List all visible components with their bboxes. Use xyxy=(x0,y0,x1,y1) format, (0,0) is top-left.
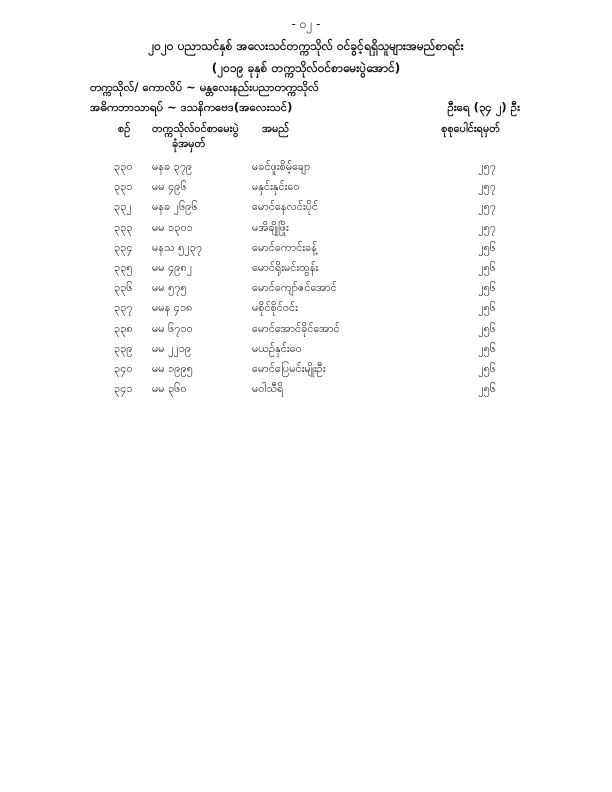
total-marks: ၂၅၇ xyxy=(478,220,496,234)
header-roll-number-line2: ခုံအမှတ် xyxy=(172,137,206,150)
header-total-marks: စုစုပေါင်းရမှတ် xyxy=(441,122,500,135)
page-number: - ၀၂ - xyxy=(291,17,321,31)
row-number: ၃၃၇ xyxy=(114,301,133,315)
total-marks: ၂၅၆ xyxy=(478,362,496,375)
student-name: မောင်ရိုးမင်းထွန်း xyxy=(252,261,319,274)
table-row xyxy=(0,342,612,362)
student-name: မခင်ဖူးစိမ့်ချော xyxy=(252,160,311,173)
table-row xyxy=(0,241,612,261)
student-name: မောင်နေလင်းပိုင် xyxy=(252,200,319,214)
student-name: မနှင်းနှင်းဝေ xyxy=(252,180,300,194)
table-row xyxy=(0,160,612,180)
student-name: မောင်ကောင်းခန့် xyxy=(252,240,317,254)
roll-number: မမ ၄၉၆ xyxy=(152,180,187,194)
student-name: မဝါသီရိ xyxy=(252,382,284,396)
row-number: ၃၄၀ xyxy=(114,362,133,375)
header-name: အမည် xyxy=(262,122,290,135)
roll-number: မမ ၅၇၅ xyxy=(152,281,187,295)
roll-number: မမ ၆၇၁၀ xyxy=(152,321,193,335)
student-name: မအိချိုဖြိုး xyxy=(252,220,289,234)
table-row xyxy=(0,382,612,402)
table-row xyxy=(0,200,612,220)
roll-number: မမ ၁၉၉၅ xyxy=(152,362,193,375)
table-row xyxy=(0,301,612,321)
row-number: ၃၃၄ xyxy=(114,240,133,254)
header-no: စဉ် xyxy=(118,122,131,135)
row-number: ၃၃၁ xyxy=(114,180,133,194)
row-number: ၃၃၉ xyxy=(114,341,133,355)
total-count: ဦးရေ (၃၄ ၂) ဦး xyxy=(447,100,520,114)
student-name: မောင်ပြေမင်းမျိုးဦး xyxy=(252,362,326,375)
total-marks: ၂၅၇ xyxy=(478,160,496,173)
table-row xyxy=(0,261,612,281)
row-number: ၃၃၃ xyxy=(114,220,133,234)
roll-number: မနခ ၃၇၉ xyxy=(152,160,193,173)
student-name: မောင်အောင်ခိုင်အောင် xyxy=(252,321,340,335)
total-marks: ၂၅၆ xyxy=(478,240,496,254)
roll-number: မမ ၃၆၀ xyxy=(152,382,187,396)
row-number: ၃၃၀ xyxy=(114,160,133,173)
document-title: ၂၀၂၀ ပညာသင်နှစ် အလေးသင်တက္ကသိုလ် ဝင်ခွင့်ရရှိသူများအမည်စာရင်း xyxy=(148,39,464,53)
subject-line: အဓိကဘာသာရပ် ~ ဒသနိကဗေဒ(အလေးသင်) xyxy=(90,100,293,114)
table-row xyxy=(0,281,612,301)
roll-number: မနသ ၅၂၃၇ xyxy=(152,240,203,254)
total-marks: ၂၅၆ xyxy=(478,382,496,396)
total-marks: ၂၅၆ xyxy=(478,301,496,315)
total-marks: ၂၅၇ xyxy=(478,200,496,214)
student-name: မစိုင်စိုင်ဝင်း xyxy=(252,301,298,315)
row-number: ၃၃၅ xyxy=(114,261,133,274)
total-marks: ၂၅၆ xyxy=(478,261,496,274)
row-number: ၃၄၁ xyxy=(114,382,133,396)
total-marks: ၂၅၇ xyxy=(478,180,496,194)
row-number: ၃၃၆ xyxy=(114,281,133,295)
roll-number: မမန ၄၁၈ xyxy=(152,301,193,315)
table-row xyxy=(0,362,612,382)
table-row xyxy=(0,221,612,241)
total-marks: ၂၅၆ xyxy=(478,321,496,335)
roll-number: မမ ၁၃၀၁ xyxy=(152,220,193,234)
header-roll-number: တက္ကသိုလ်ဝင်စာမေးပွဲ xyxy=(152,122,239,135)
document-subtitle: (၂၀၁၉ ခုနှစ် တက္ကသိုလ်ဝင်စာမေးပွဲအောင်) xyxy=(211,61,401,75)
table-row xyxy=(0,180,612,200)
roll-number: မမ ၄၉၈၂ xyxy=(152,261,193,274)
total-marks: ၂၅၆ xyxy=(478,281,496,295)
student-name: မောင်ကျော်ဇင်အောင် xyxy=(252,281,337,295)
table-row xyxy=(0,322,612,342)
row-number: ၃၃၈ xyxy=(114,321,133,335)
university-line: တက္ကသိုလ်/ ကောလိပ် ~ မန္တလေးနည်းပညာတက္ကသိုလ် xyxy=(90,80,319,94)
row-number: ၃၃၂ xyxy=(114,200,132,214)
roll-number: မနခ ၂၆၉၆ xyxy=(152,200,198,214)
total-marks: ၂၅၆ xyxy=(478,341,496,355)
student-name: မယဉ်နှင်းဝေ xyxy=(252,341,302,355)
roll-number: မမ ၂၂၁၉ xyxy=(152,341,192,355)
